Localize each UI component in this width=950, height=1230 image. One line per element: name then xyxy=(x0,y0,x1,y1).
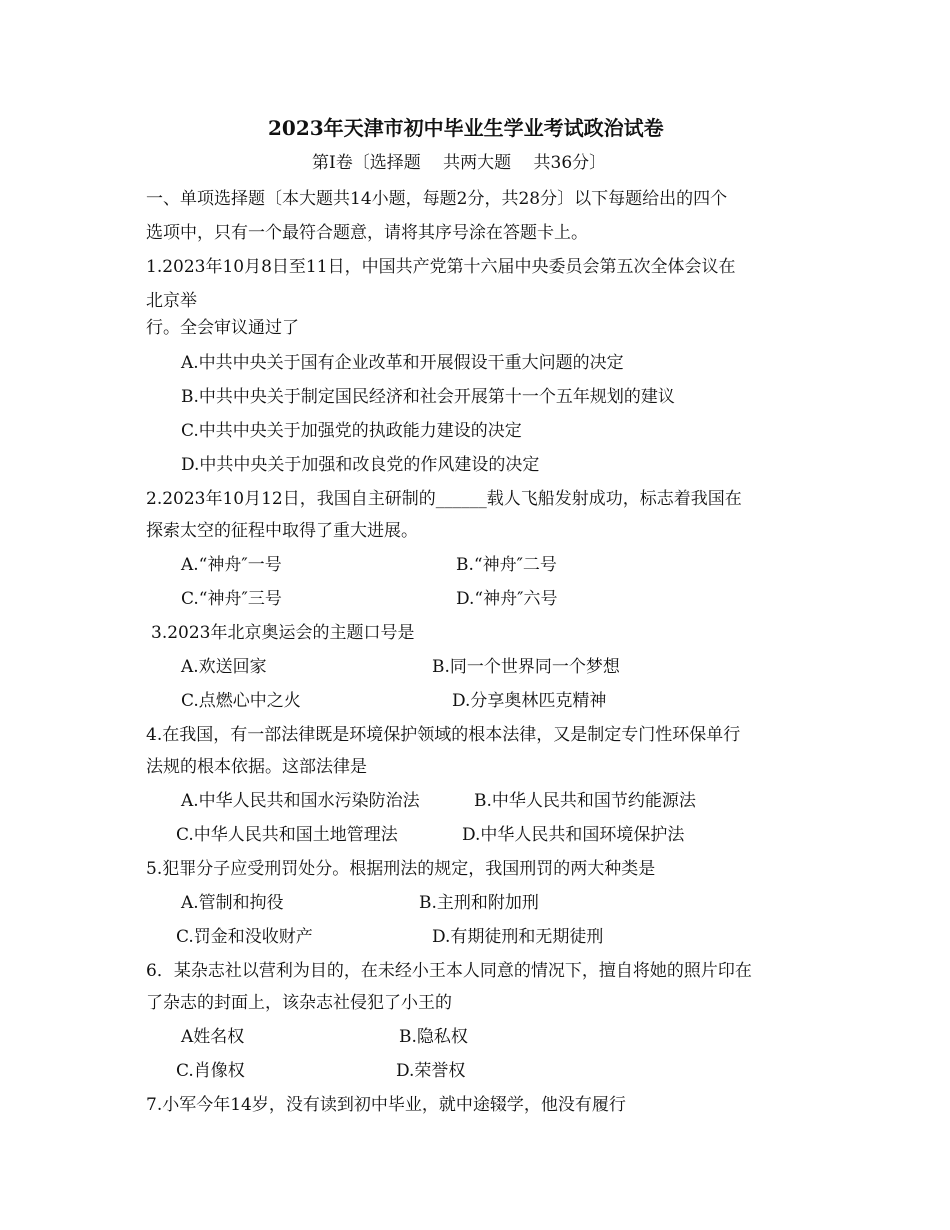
question-4-stem-cont: 法规的根本依据。这部法律是 xyxy=(146,757,367,777)
question-5-option-c: C.罚金和没收财产 xyxy=(176,927,313,947)
question-5-option-a: A.管制和拘役 xyxy=(181,893,284,913)
question-4-option-d: D.中华人民共和国环境保护法 xyxy=(462,825,685,845)
question-7-stem: 7.小军今年14岁，没有读到初中毕业，就中途辍学，他没有履行 xyxy=(146,1095,626,1115)
question-3-option-a: A.欢送回家 xyxy=(181,657,267,677)
instructions-line-2: 选项中，只有一个最符合题意，请将其序号涂在答题卡上。 xyxy=(146,223,588,243)
question-4-option-a: A.中华人民共和国水污染防治法 xyxy=(181,791,420,811)
question-2-option-c: C.“神舟″三号 xyxy=(181,589,282,609)
question-1-option-d: D.中共中央关于加强和改良党的作风建设的决定 xyxy=(181,455,540,475)
question-6-option-a: A姓名权 xyxy=(181,1027,245,1047)
instructions-line-1: 一、单项选择题〔本大题共14小题，每题2分，共28分〕以下每题给出的四个 xyxy=(146,189,728,209)
question-3-option-b: B.同一个世界同一个梦想 xyxy=(432,657,620,677)
question-2-option-b: B.“神舟″二号 xyxy=(456,555,557,575)
question-1-stem-cont2: 行。全会审议通过了 xyxy=(146,318,299,338)
question-3-option-d: D.分享奥林匹克精神 xyxy=(452,691,607,711)
question-1-stem-cont: 北京举 xyxy=(146,291,197,311)
question-5-option-b: B.主刑和附加刑 xyxy=(419,893,539,913)
question-6-stem-cont: 了杂志的封面上，该杂志社侵犯了小王的 xyxy=(146,993,452,1013)
question-4-stem: 4.在我国，有一部法律既是环境保护领域的根本法律，又是制定专门性环保单行 xyxy=(146,725,741,745)
question-6-option-d: D.荣誉权 xyxy=(396,1061,466,1081)
question-2-stem-cont: 探索太空的征程中取得了重大进展。 xyxy=(146,521,418,541)
question-2-stem: 2.2023年10月12日，我国自主研制的______载人飞船发射成功，标志着我国在 xyxy=(146,489,742,509)
question-2-option-a: A.“神舟″一号 xyxy=(181,555,282,575)
question-6-option-c: C.肖像权 xyxy=(176,1061,245,1081)
question-1-option-a: A.中共中央关于国有企业改革和开展假设干重大问题的决定 xyxy=(181,353,624,373)
question-1-option-c: C.中共中央关于加强党的执政能力建设的决定 xyxy=(181,421,522,441)
section-subtitle: 第Ⅰ卷〔选择题 共两大题 共36分〕 xyxy=(312,153,607,173)
question-2-option-d: D.“神舟″六号 xyxy=(456,589,558,609)
question-1-option-b: B.中共中央关于制定国民经济和社会开展第十一个五年规划的建议 xyxy=(181,387,675,407)
question-5-option-d: D.有期徒刑和无期徒刑 xyxy=(432,927,604,947)
question-3-option-c: C.点燃心中之火 xyxy=(181,691,301,711)
question-6-stem: 6．某杂志社以营利为目的，在未经小王本人同意的情况下，擅自将她的照片印在 xyxy=(146,961,752,981)
question-4-option-b: B.中华人民共和国节约能源法 xyxy=(474,791,696,811)
question-3-stem: 3.2023年北京奥运会的主题口号是 xyxy=(151,623,415,643)
question-4-option-c: C.中华人民共和国土地管理法 xyxy=(176,825,398,845)
question-6-option-b: B.隐私权 xyxy=(399,1027,468,1047)
question-5-stem: 5.犯罪分子应受刑罚处分。根据刑法的规定，我国刑罚的两大种类是 xyxy=(146,859,656,879)
question-1-stem: 1.2023年10月8日至11日，中国共产党第十六届中央委员会第五次全体会议在 xyxy=(146,257,736,277)
page-title: 2023年天津市初中毕业生学业考试政治试卷 xyxy=(268,116,664,140)
